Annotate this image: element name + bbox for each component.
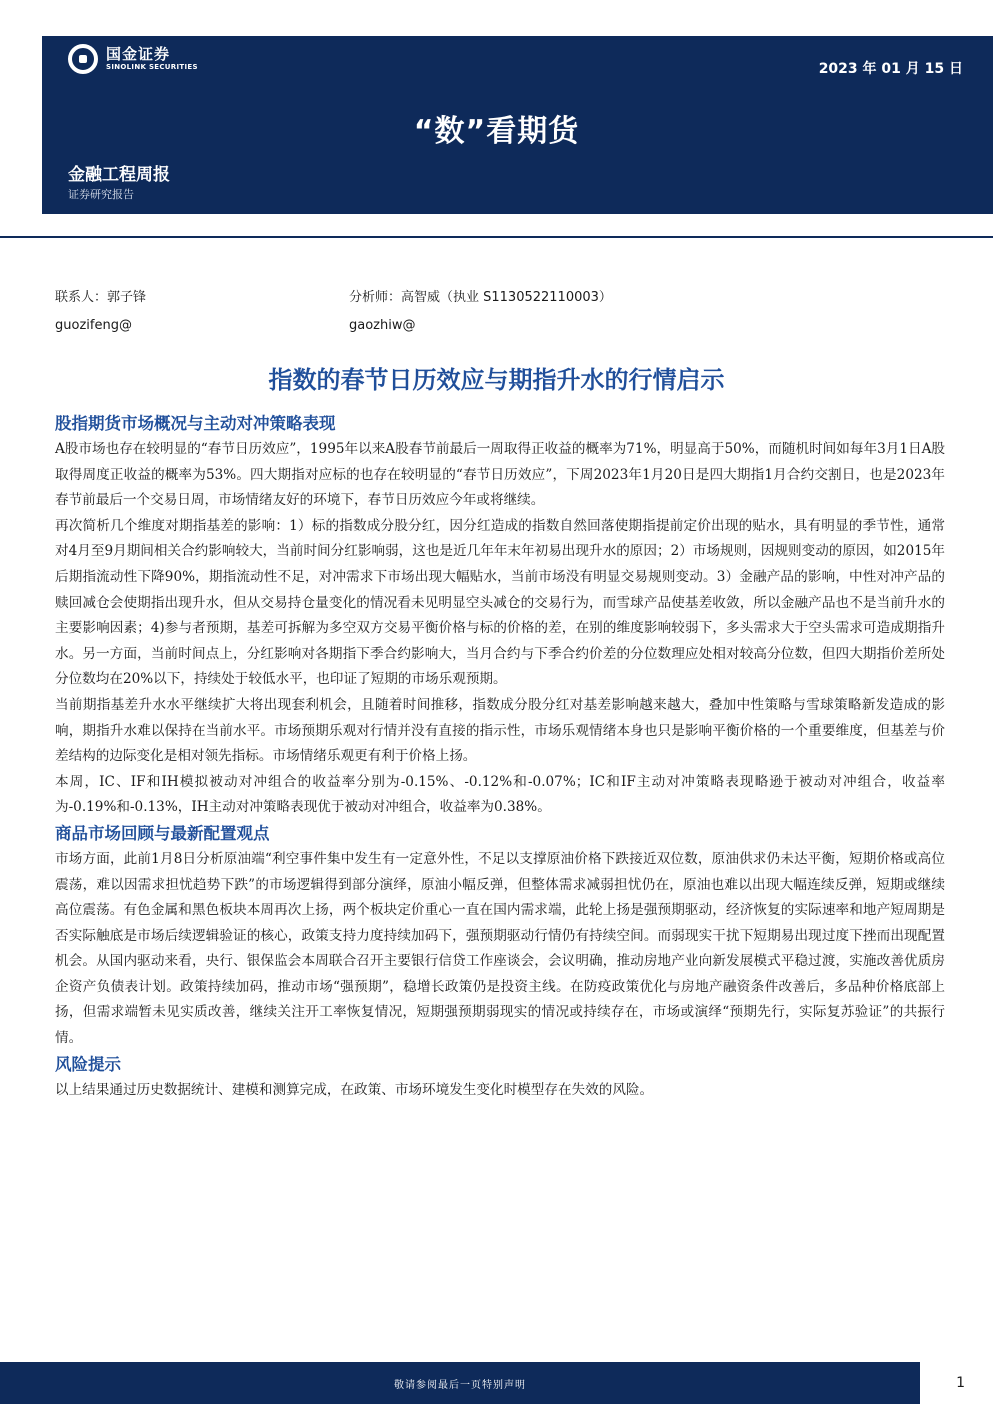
report-date: 2023 年 01 月 15 日 xyxy=(818,61,963,77)
analyst-email: gaozhiw@ xyxy=(349,318,416,333)
contact-email: guozifeng@ xyxy=(55,318,132,333)
logo-chinese-name: 国金证券 xyxy=(106,45,171,63)
paragraph: 市场方面，此前1月8日分析原油端“利空事件集中发生有一定意外性，不足以支撑原油价格下跌接近双位数，原油供求仍未达平衡，短期价格或高位震荡，难以因需求担忧趋势下跌”的市场逻辑得到部分演绎，原油小幅反弹，但整体需求减弱担忧仍在，原油也难以出现大幅连续反弹，短期或继续高位震荡。有色金属和黑色板块本周再次上扬，两个板块定价重心一直在国内需求端，此轮上扬是强预期驱动，经济恢复的实际速率和地产短周期是否实际触底是市场后续逻辑验证的核心，政策支持力度持续加码下，强预期驱动行情仍有持续空间。而弱现实干扰下短期易出现过度下挫而出现配置机会。从国内驱动来看，央行、银保监会本周联合召开主要银行信贷工作座谈会，会议明确，推动房地产业向新发展模式平稳过渡，实施改善优质房企资产负债表计划。政策持续加码，推动市场“强预期”，稳增长政策仍是投资主线。在防疫政策优化与房地产融资条件改善后，多品种价格底部上扬，但需求端暂未见实质改善，继续关注开工率恢复情况，短期强预期弱现实的情况或持续存在，市场或演绎“预期先行，实际复苏验证”的共振行情。 xyxy=(55,850,945,1047)
header-divider xyxy=(0,236,993,238)
section-heading: 股指期货市场概况与主动对冲策略表现 xyxy=(55,414,336,433)
company-logo xyxy=(68,44,198,74)
analyst-block xyxy=(349,284,612,340)
report-subtype: 证券研究报告 xyxy=(68,188,134,201)
logo-english-name: SINOLINK SECURITIES xyxy=(106,63,198,71)
section-futures-overview xyxy=(55,411,945,821)
section-risk-warning xyxy=(55,1052,945,1104)
section-heading: 商品市场回顾与最新配置观点 xyxy=(55,823,270,843)
section-heading: 风险提示 xyxy=(55,1054,121,1074)
section-commodity-review xyxy=(55,821,945,1052)
paragraph: 当前期指基差升水水平继续扩大将出现套利机会，且随着时间推移，指数成分股分红对基差影响越来越大，叠加中性策略与雪球策略新发造成的影响，期指升水难以保持在当前水平。市场预期乐观对行情并没有直接的指示性，市场乐观情绪本身也只是影响平衡价格的一个重要维度，但基差与价差结构的边际变化是相对领先指标。市场情绪乐观更有利于价格上扬。 xyxy=(55,696,945,765)
report-title: “数”看期货 xyxy=(413,114,580,149)
paragraph: 本周，IC、IF和IH模拟被动对冲组合的收益率分别为-0.15%、-0.12%和-0.07%；IC和IF主动对冲策略表现略逊于被动对冲组合，收益率为-0.19%和-0.13%，IH主动对冲策略表现优于被动对冲组合，收益率为0.38%。 xyxy=(55,773,945,816)
analyst-name: 分析师：高智威（执业 S1130522110003） xyxy=(349,290,612,305)
paragraph: 以上结果通过历史数据统计、建模和测算完成，在政策、市场环境发生变化时模型存在失效的风险。 xyxy=(55,1081,654,1098)
document-headline: 指数的春节日历效应与期指升水的行情启示 xyxy=(268,366,725,394)
page-number: 1 xyxy=(956,1375,965,1391)
report-type: 金融工程周报 xyxy=(68,165,170,185)
contact-name: 联系人：郭子锋 xyxy=(55,290,147,305)
paragraph: 再次简析几个维度对期指基差的影响：1）标的指数成分股分红，因分红造成的指数自然回落使期指提前定价出现的贴水，具有明显的季节性，通常对4月至9月期间相关合约影响较大，当前时间分红影响弱，这也是近几年年末年初易出现升水的原因；2）市场规则，因规则变动的原因，如2015年后期指流动性下降90%，期指流动性不足，对冲需求下市场出现大幅贴水，当前市场没有明显交易规则变动。3）金融产品的影响，中性对冲产品的赎回减仓会使期指出现升水，但从交易持仓量变化的情况看未见明显空头减仓的交易行为，而雪球产品使基差收敛，所以金融产品也不是当前升水的主要影响因素；4)参与者预期，基差可拆解为多空双方交易平衡价格与标的价格的差，在别的维度影响较弱下，多头需求大于空头需求可造成期指升水。另一方面，当前时间点上，分红影响对各期指下季合约影响大，当月合约与下季合约价差的分位数理应处相对较高分位数，但四大期指价差所处分位数均在20%以下，持续处于较低水平，也印证了短期的市场乐观预期。 xyxy=(55,517,945,688)
report-body xyxy=(55,411,945,1103)
paragraph: A股市场也存在较明显的“春节日历效应”，1995年以来A股春节前最后一周取得正收益的概率为71%，明显高于50%，而随机时间如每年3月1日A股取得周度正收益的概率为53%。四大期指对应标的也存在较明显的“春节日历效应”，下周2023年1月20日是四大期指1月合约交割日，也是2023年春节前最后一个交易日周，市场情绪友好的环境下，春节日历效应今年或将继续。 xyxy=(55,441,945,509)
logo-mark-icon xyxy=(68,44,98,74)
footer-disclaimer-note: 敬请参阅最后一页特别声明 xyxy=(394,1380,526,1391)
contact-block xyxy=(55,284,146,340)
